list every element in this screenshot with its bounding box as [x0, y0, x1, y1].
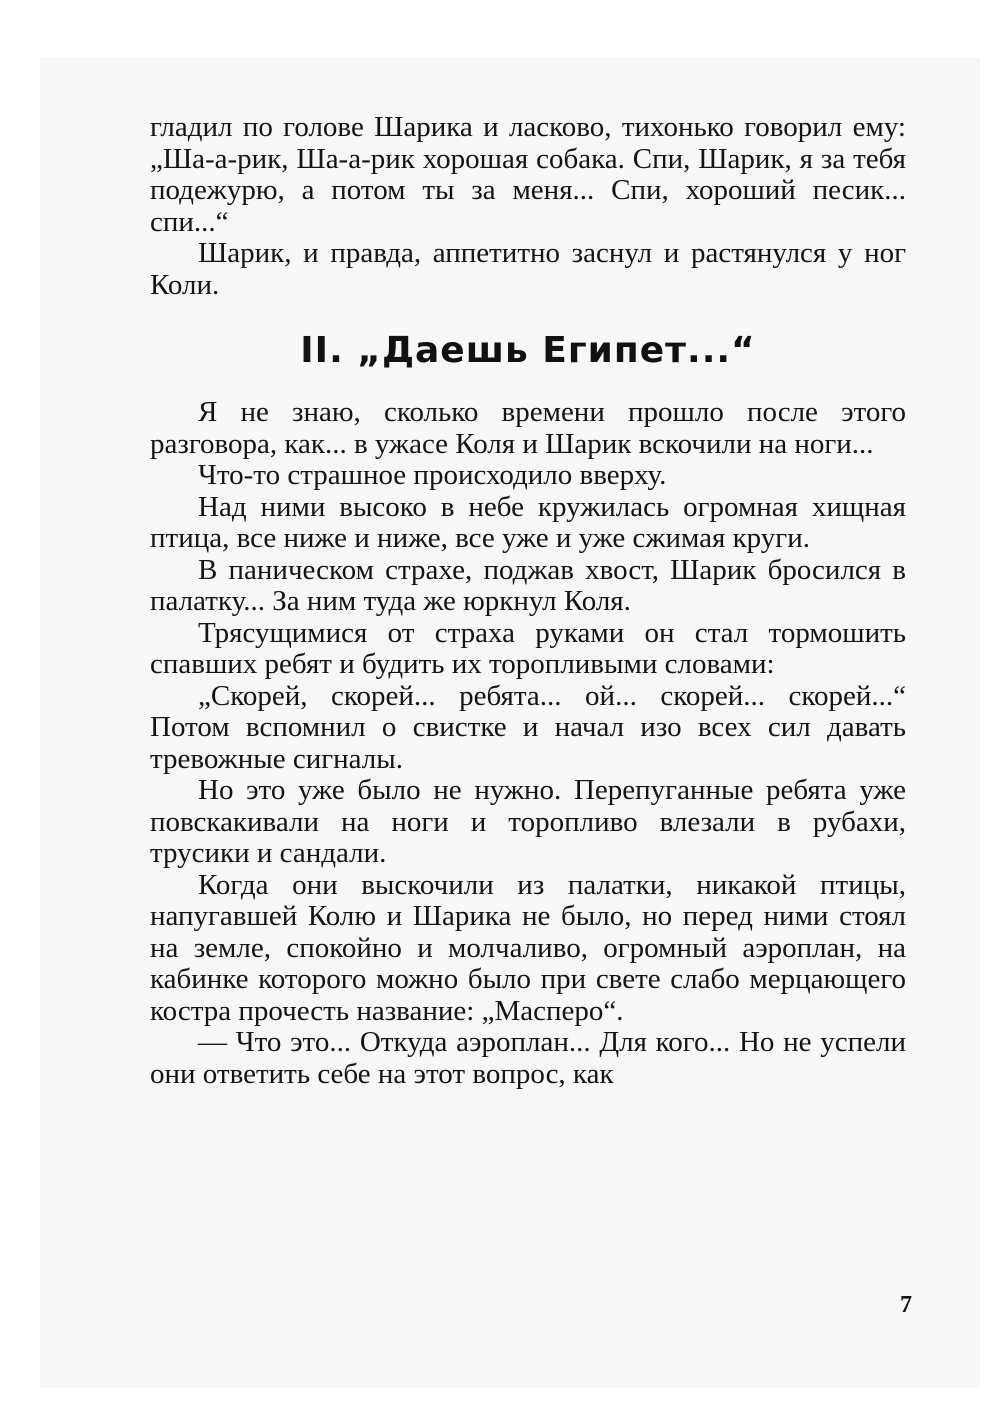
chapter-heading: II. „Даешь Египет...“ [300, 330, 756, 371]
page-text [150, 112, 906, 1090]
page-number: 7 [900, 1292, 912, 1318]
paragraph: Я не знаю, сколько времени прошло после этого разговора, как... в ужасе Коля и Шарик вскочили на ноги... [150, 396, 906, 460]
paragraph: гладил по голове Шарика и ласково, тихонько говорил ему: „Ша-а-рик, Ша-а-рик хорошая собака. Спи, Шарик, я за тебя подежурю, а потом ты за меня... Спи, хороший песик... спи...“ [150, 111, 906, 238]
paragraph: Но это уже было не нужно. Перепуганные ребята уже повскакивали на ноги и торопливо влезали в рубахи, трусики и сандали. [150, 774, 906, 869]
paragraph: В паническом страхе, поджав хвост, Шарик бросился в палатку... За ним туда же юркнул Коля. [150, 553, 906, 617]
paragraph: Шарик, и правда, аппетитно заснул и растянулся у ног Коли. [150, 237, 906, 301]
paragraph: Над ними высоко в небе кружилась огромная хищная птица, все ниже и ниже, все уже и уже сжимая круги. [150, 490, 906, 554]
paragraph: Когда они выскочили из палатки, никакой птицы, напугавшей Колю и Шарика не было, но перед ними стоял на земле, спокойно и молчаливо, огромный аэроплан, на кабинке которого можно было при свете слабо мерцающего костра прочесть название: „Масперо“. [150, 868, 906, 1027]
paragraph: — Что это... Откуда аэроплан... Для кого... Но не успели они ответить себе на этот вопрос, как [150, 1026, 906, 1090]
paragraph: „Скорей, скорей... ребята... ой... скорей... скорей...“ Потом вспомнил о свистке и начал изо всех сил давать тревожные сигналы. [150, 679, 906, 775]
paragraph: Что-то страшное происходило вверху. [198, 459, 667, 491]
paragraph: Трясущимися от страха руками он стал тормошить спавших ребят и будить их торопливыми словами: [150, 616, 906, 680]
